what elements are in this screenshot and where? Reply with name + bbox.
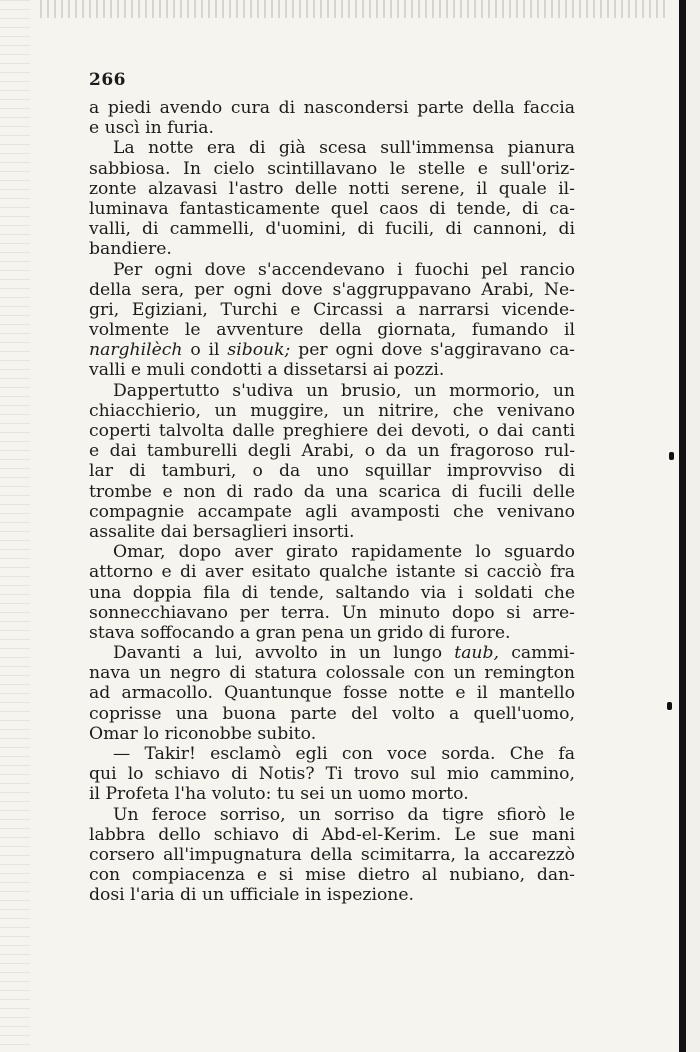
scan-binding-edge xyxy=(679,0,686,1052)
text-line: Un feroce sorriso, un sorriso da tigre sfiorò le xyxy=(113,804,575,825)
text-line: lar di tamburi, o da uno squillar improvviso di xyxy=(89,461,575,482)
text-line: Davanti a lui, avvolto in un lungo taub, cammi- xyxy=(113,643,575,664)
text-line: volmente le avventure della giornata, fumando il xyxy=(89,320,575,341)
text-line: Per ogni dove s'accendevano i fuochi pel rancio xyxy=(113,259,575,280)
text-line: corsero all'impugnatura della scimitarra, la accarezzò xyxy=(89,844,575,865)
text-line: a piedi avendo cura di nascondersi parte della faccia xyxy=(89,98,575,118)
text-line: bandiere. xyxy=(89,239,172,260)
text-line: gri, Egiziani, Turchi e Circassi a narrarsi vicende- xyxy=(89,299,575,320)
scan-speck xyxy=(669,452,674,460)
text-line: — Takir! esclamò egli con voce sorda. Che fa xyxy=(113,744,575,764)
text-line: valli, di cammelli, d'uomini, di fucili, di cannoni, di xyxy=(89,219,575,240)
text-line: coperti talvolta dalle preghiere dei devoti, o dai canti xyxy=(89,421,575,441)
text-line: dosi l'aria di un ufficiale in ispezione. xyxy=(89,885,414,906)
scan-speck xyxy=(667,702,672,710)
page-number: 266 xyxy=(89,70,126,90)
text-line: il Profeta l'ha voluto: tu sei un uomo morto. xyxy=(89,784,469,805)
scan-noise-top xyxy=(40,0,670,18)
text-line: coprisse una buona parte del volto a quell'uomo, xyxy=(89,703,575,724)
text-line: chiacchierio, un muggire, un nitrire, che venivano xyxy=(89,400,575,421)
text-line: nava un negro di statura colossale con un remington xyxy=(89,663,575,684)
text-line: e dai tamburelli degli Arabi, o da un fragoroso rul- xyxy=(89,441,575,462)
text-line: una doppia fila di tende, saltando via i soldati che xyxy=(89,582,575,603)
text-line: Omar lo riconobbe subito. xyxy=(89,723,317,744)
scan-margin-right xyxy=(686,0,700,1052)
text-line: La notte era di già scesa sull'immensa pianura xyxy=(113,138,575,159)
body-text xyxy=(89,98,575,906)
text-line: zonte alzavasi l'astro delle notti serene, il quale il- xyxy=(89,178,575,199)
text-line: e uscì in furia. xyxy=(89,118,214,139)
text-line: con compiacenza e si mise dietro al nubiano, dan- xyxy=(89,865,575,886)
text-line: ad armacollo. Quantunque fosse notte e il mantello xyxy=(89,683,575,704)
text-line: assalite dai bersaglieri insorti. xyxy=(89,521,355,542)
text-line: narghilèch o il sibouk; per ogni dove s'aggiravano ca- xyxy=(89,340,575,361)
text-line: Dappertutto s'udiva un brusio, un mormorio, un xyxy=(113,380,575,401)
text-line: compagnie accampate agli avamposti che venivano xyxy=(89,501,575,522)
text-line: luminava fantasticamente quel caos di tende, di ca- xyxy=(89,198,575,219)
text-line: Omar, dopo aver girato rapidamente lo sguardo xyxy=(113,542,575,563)
text-line: trombe e non di rado da una scarica di fucili delle xyxy=(89,481,575,502)
text-line: labbra dello schiavo di Abd-el-Kerim. Le sue mani xyxy=(89,824,575,845)
text-line: stava soffocando a gran pena un grido di furore. xyxy=(89,622,511,643)
text-line: valli e muli condotti a dissetarsi ai pozzi. xyxy=(89,360,445,381)
text-line: della sera, per ogni dove s'aggruppavano Arabi, Ne- xyxy=(89,279,575,300)
text-line: attorno e di aver esitato qualche istante si cacciò fra xyxy=(89,562,575,583)
text-line: sonnecchiavano per terra. Un minuto dopo si arre- xyxy=(89,602,575,623)
scan-noise-left xyxy=(0,0,30,1052)
text-line: sabbiosa. In cielo scintillavano le stelle e sull'oriz- xyxy=(89,158,575,179)
text-line: qui lo schiavo di Notis? Ti trovo sul mio cammino, xyxy=(89,764,575,785)
